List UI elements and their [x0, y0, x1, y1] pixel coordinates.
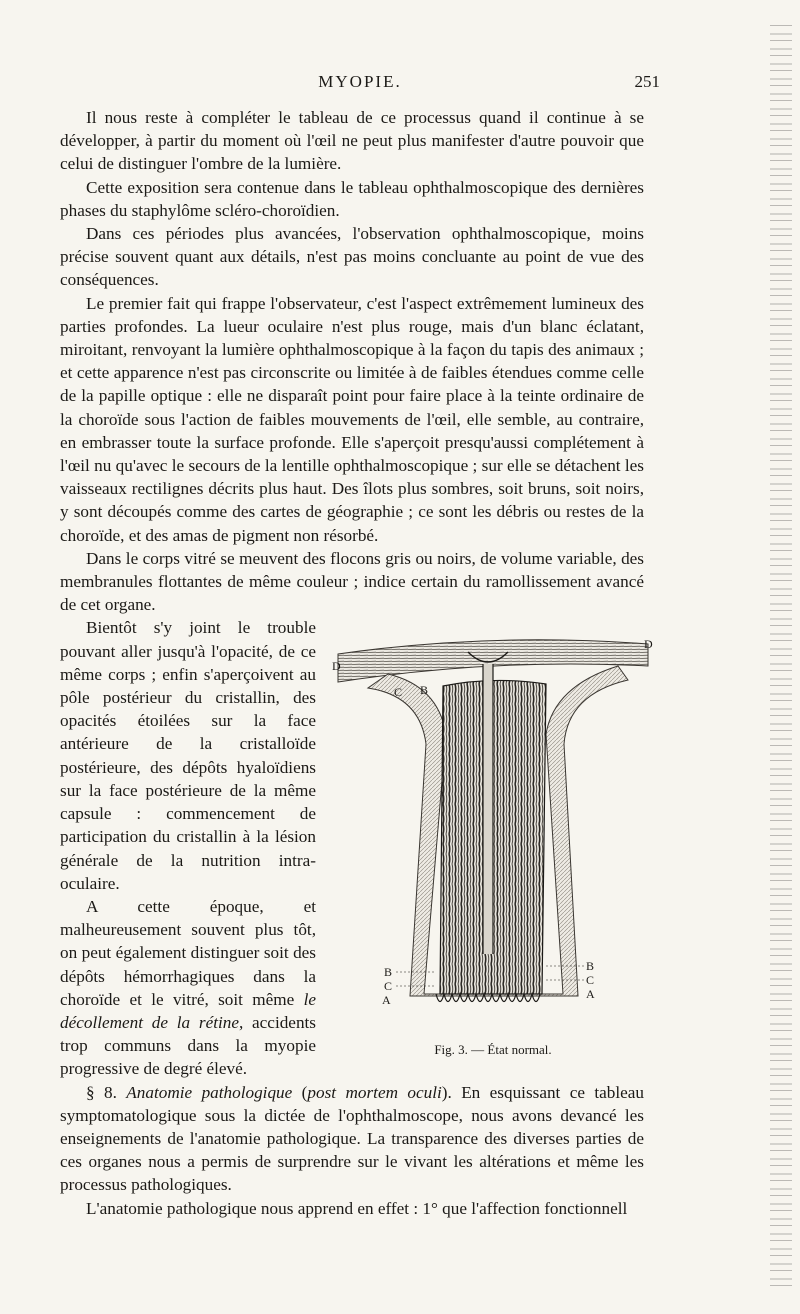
text-run: ( [292, 1082, 308, 1102]
text-run: , accidents trop communs dans la myopie progressive de degré élevé. [60, 1012, 316, 1079]
page-number: 251 [634, 72, 660, 91]
figure-label: C [586, 973, 595, 988]
figure-label: C [394, 685, 403, 700]
section-heading: Anatomie pathologique [126, 1082, 293, 1102]
emphasis: post mortem oculi [307, 1082, 442, 1102]
optic-nerve-illustration [328, 624, 658, 1029]
paragraph: Cette exposition sera contenue dans le tableau ophthalmoscopique des dernières phases du staphylôme scléro-choroïdien. [60, 177, 644, 220]
figure-3 [328, 624, 658, 1064]
figure-caption: Fig. 3. — État normal. [434, 1042, 552, 1058]
figure-label: C [384, 979, 393, 994]
body-text [60, 106, 653, 1220]
text-run: ). En esquissant ce tableau symptomatologique sous la dictée de l'ophthalmoscope, nous avons devancé les enseignements de l'anatomie pathologique. La transparence des diverses parties de ces organes nous a permis de surprendre sur le vivant les altérations et même les processus pathologiques. [60, 1082, 645, 1195]
paragraph: Le premier fait qui frappe l'observateur, c'est l'aspect extrêmement lumineux des parties profondes. La lueur oculaire n'est plus rouge, mais d'un blanc éclatant, miroitant, renvoyant la lumière ophthalmoscopique à la façon du tapis des animaux ; et cette apparence n'est pas circonscrite ou limitée à de faibles étendues comme celle de la papille optique : elle ne disparaît point pour faire place à la teinte ordinaire de la choroïde sous l'action de faibles mouvements de l'œil, elle semble, au contraire, en embrasser toute la surface profonde. Elle s'aperçoit presqu'aussi complétement à l'œil nu qu'avec le secours de la lentille ophthalmoscopique ; sur elle se détachent les vaisseaux rectilignes décrits plus haut. Des îlots plus sombres, soit bruns, soit noirs, y sont découpés comme des cartes de géographie ; ce sont les débris ou restes de la choroïde, et des amas de pigment non résorbé. [60, 293, 644, 545]
figure-label: B [586, 959, 595, 974]
figure-label: B [420, 683, 429, 698]
paragraph: Il nous reste à compléter le tableau de ce processus quand il continue à se développer, à partir du moment où l'œil ne peut plus manifester d'autre pouvoir que celui de distinguer l'ombre de la lumière. [60, 108, 644, 174]
figure-label: D [332, 659, 341, 674]
figure-label: D [644, 637, 653, 652]
paragraph: L'anatomie pathologique nous apprend en effet : 1° que l'affection fonctionnell [86, 1198, 628, 1218]
paragraph [60, 1081, 644, 1197]
scan-edge-strip [770, 20, 792, 1290]
running-title: MYOPIE. [318, 72, 402, 91]
paragraph: Bientôt s'y joint le trouble pouvant aller jusqu'à l'opacité, de ce même corps ; enfin s'aperçoivent au pôle postérieur du cristallin, des opacités étoilées sur la face antérieure de la cristalloïde postérieure, des dépôts hyaloïdiens sur la face postérieure de la même capsule : commencement de participation du cristallin à la lésion générale de la nutrition intra-oculaire. [60, 618, 316, 893]
emphasis: le décollement de la rétine [60, 989, 316, 1032]
figure-label: A [382, 993, 391, 1008]
section-number: § 8. [86, 1082, 127, 1102]
figure-label: A [586, 987, 595, 1002]
text-run: A cette époque, et malheureusement souvent plus tôt, on peut également distinguer soit des dépôts hémorrhagiques dans la choroïde et le vitré, soit même [60, 896, 316, 1009]
figure-label: B [384, 965, 393, 980]
paragraph: Dans ces périodes plus avancées, l'observation ophthalmoscopique, moins précise souvent quant aux détails, n'est pas moins concluante au point de vue des conséquences. [60, 224, 644, 290]
paragraph: Dans le corps vitré se meuvent des flocons gris ou noirs, de volume variable, des membranules flottantes de même couleur ; indice certain du ramollissement avancé de cet organe. [60, 548, 644, 615]
page-header [60, 72, 660, 102]
